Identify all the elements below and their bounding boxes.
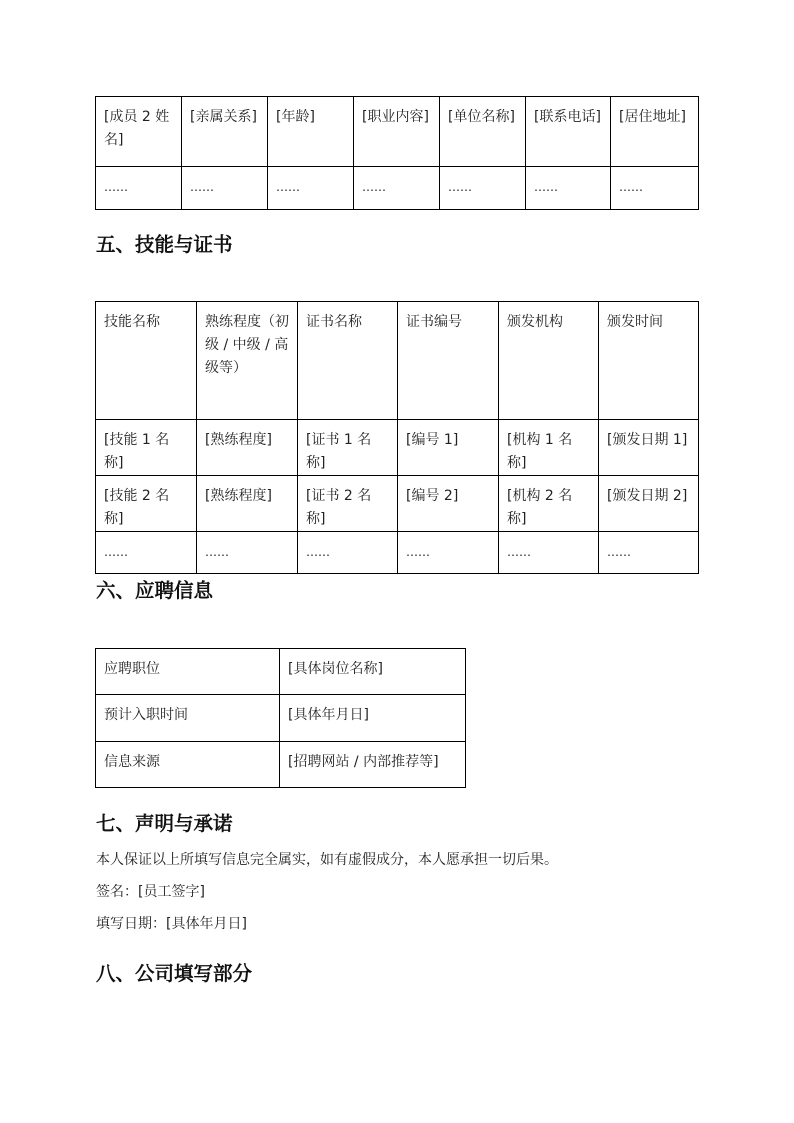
table-row — [96, 649, 466, 695]
table-row — [96, 420, 699, 476]
section-title-company-use: 八、公司填写部分 — [96, 962, 253, 985]
table-cell: …… — [599, 532, 699, 574]
value-source: [招聘网站 / 内部推荐等] — [280, 742, 466, 788]
header-issue-date: 颁发时间 — [599, 302, 699, 420]
table-cell: [编号 1] — [398, 420, 499, 476]
table-cell: …… — [182, 167, 268, 210]
table-header-row — [96, 97, 699, 167]
table-cell: …… — [354, 167, 440, 210]
header-employer: [单位名称] — [440, 97, 526, 167]
table-cell: [颁发日期 1] — [599, 420, 699, 476]
table-cell: …… — [499, 532, 599, 574]
header-certificate-name: 证书名称 — [298, 302, 398, 420]
table-cell: …… — [96, 532, 197, 574]
table-cell: …… — [298, 532, 398, 574]
section-title-declaration: 七、声明与承诺 — [96, 812, 233, 835]
table-cell: …… — [197, 532, 298, 574]
header-relationship: [亲属关系] — [182, 97, 268, 167]
header-skill-name: 技能名称 — [96, 302, 197, 420]
table-cell: [技能 1 名称] — [96, 420, 197, 476]
skills-certificates-table — [95, 301, 699, 574]
table-cell: [编号 2] — [398, 476, 499, 532]
table-row — [96, 695, 466, 742]
table-row — [96, 532, 699, 574]
table-row — [96, 167, 699, 210]
header-address: [居住地址] — [611, 97, 699, 167]
table-cell: …… — [440, 167, 526, 210]
table-cell: [颁发日期 2] — [599, 476, 699, 532]
header-occupation: [职业内容] — [354, 97, 440, 167]
header-phone: [联系电话] — [526, 97, 611, 167]
table-row — [96, 476, 699, 532]
table-cell: …… — [526, 167, 611, 210]
table-cell: [熟练程度] — [197, 476, 298, 532]
table-header-row — [96, 302, 699, 420]
label-source: 信息来源 — [96, 742, 280, 788]
family-members-table — [95, 96, 699, 210]
table-cell: [熟练程度] — [197, 420, 298, 476]
section-title-application: 六、应聘信息 — [96, 579, 214, 602]
table-cell: [技能 2 名称] — [96, 476, 197, 532]
section-title-skills: 五、技能与证书 — [96, 233, 233, 256]
declaration-statement: 本人保证以上所填写信息完全属实，如有虚假成分，本人愿承担一切后果。 — [96, 852, 558, 868]
table-cell: …… — [96, 167, 182, 210]
header-proficiency: 熟练程度（初级 / 中级 / 高级等） — [197, 302, 298, 420]
table-cell: [机构 2 名称] — [499, 476, 599, 532]
label-position: 应聘职位 — [96, 649, 280, 695]
header-age: [年龄] — [268, 97, 354, 167]
label-start-date: 预计入职时间 — [96, 695, 280, 742]
table-cell: [证书 1 名称] — [298, 420, 398, 476]
table-cell: …… — [398, 532, 499, 574]
table-cell: …… — [611, 167, 699, 210]
table-cell: …… — [268, 167, 354, 210]
table-cell: [证书 2 名称] — [298, 476, 398, 532]
fill-date-line: 填写日期：[具体年月日] — [96, 916, 247, 932]
header-certificate-number: 证书编号 — [398, 302, 499, 420]
header-member-name: [成员 2 姓名] — [96, 97, 182, 167]
table-cell: [机构 1 名称] — [499, 420, 599, 476]
signature-line: 签名：[员工签字] — [96, 884, 205, 900]
value-start-date: [具体年月日] — [280, 695, 466, 742]
value-position: [具体岗位名称] — [280, 649, 466, 695]
header-issuer: 颁发机构 — [499, 302, 599, 420]
application-info-table — [95, 648, 466, 788]
table-row — [96, 742, 466, 788]
